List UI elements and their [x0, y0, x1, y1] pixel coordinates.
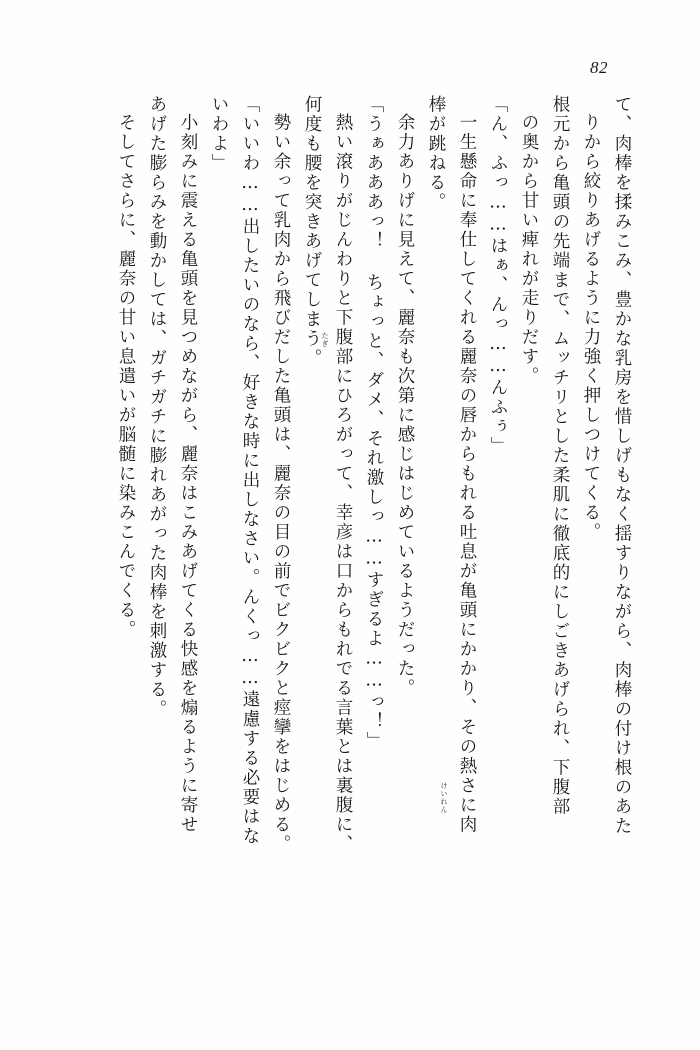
text-column: て、肉棒を揉みこみ、豊かな乳房を惜しげもなく揺すりながら、肉棒の付け根のあた	[612, 95, 632, 836]
text-column: 「うぁあああっ！ ちょっと、ダメ、それ激しっ……すぎるよ……っ！」	[364, 95, 384, 751]
text-column: 棒が跳ねる。	[426, 95, 446, 212]
ruby-annotation: たぎ	[321, 332, 329, 348]
text-column: そしてさらに、麗奈の甘い息遣いが脳髄に染みこんでくる。	[116, 113, 136, 640]
text-column: 「いいわ……出したいのなら、好きな時に出しなさい。んくっ……遠慮する必要はな	[240, 95, 260, 846]
text-column: りから絞りあげるように力強く押しつけてくる。	[581, 113, 601, 542]
text-column: 熱い滾りがじんわりと下腹部にひろがって、幸彦は口からもれでる言葉とは裏腹に、	[333, 113, 353, 854]
text-column: 根元から亀頭の先端まで、ムッチリとした柔肌に徹底的にしごきあげられ、下腹部	[550, 95, 570, 817]
page-number: 82	[590, 58, 608, 77]
text-column: 一生懸命に奉仕してくれる麗奈の唇からもれる吐息が亀頭にかかり、その熱さに肉	[457, 113, 477, 835]
text-column: 小刻みに震える亀頭を見つめながら、麗奈はこみあげてくる快感を煽るように寄せ	[178, 113, 198, 835]
text-column: 「ん、ふっ……はぁ、んっ……んふぅ」	[488, 95, 508, 456]
text-column: 余力ありげに見えて、麗奈も次第に感じはじめているようだった。	[395, 113, 415, 698]
text-column: いわよ」	[209, 95, 229, 173]
text-column: の奥から甘い痺れが走りだす。	[519, 113, 539, 386]
text-column: 何度も腰を突きあげてしまう。	[302, 95, 322, 368]
ruby-annotation: けいれん	[440, 782, 448, 814]
text-column: 勢い余って乳肉から飛びだした亀頭は、麗奈の目の前でビクビクと痙攣をはじめる。	[271, 113, 291, 854]
text-column: あげた膨らみを動かしては、ガチガチに膨れあがった肉棒を刺激する。	[147, 95, 167, 719]
vertical-text-block	[62, 95, 630, 995]
